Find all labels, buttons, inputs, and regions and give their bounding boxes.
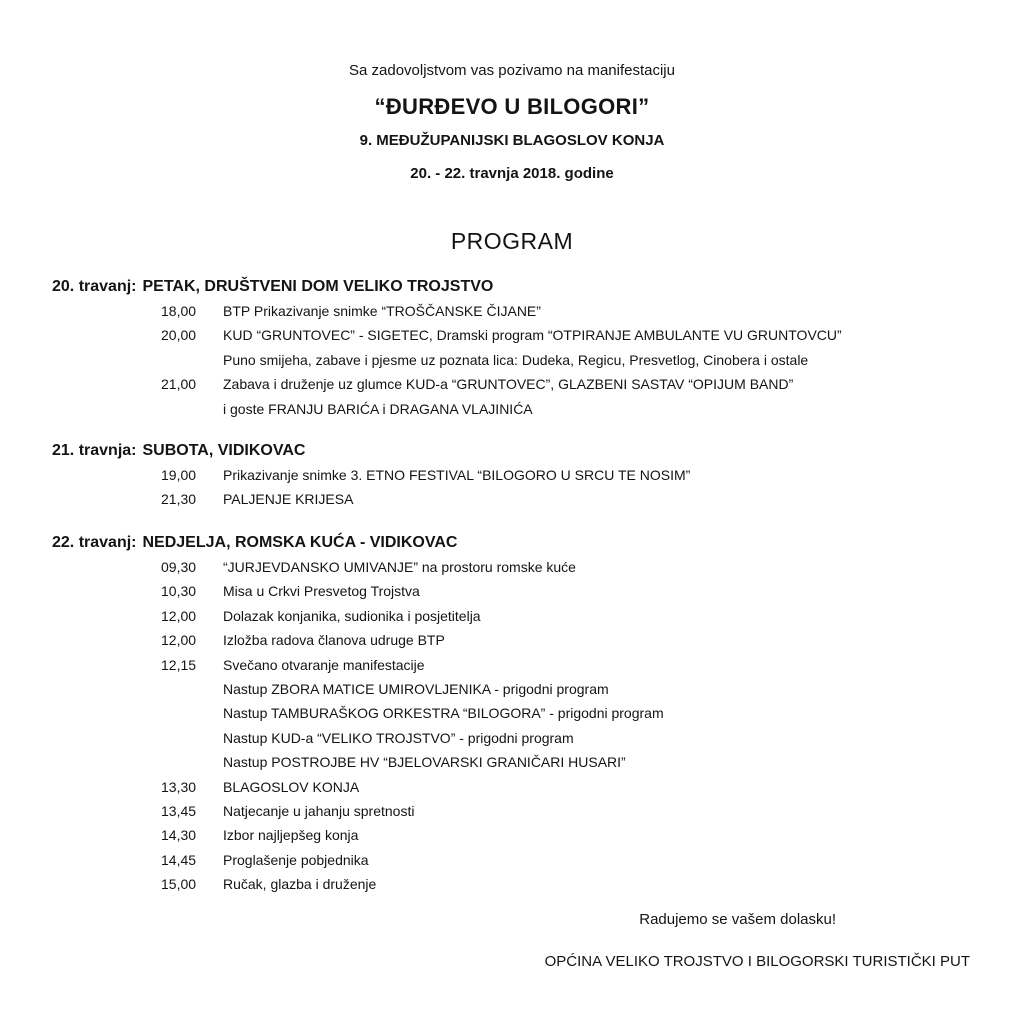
entry-time: 15,00: [161, 876, 197, 893]
entry-continuation: Puno smijeha, zabave i pjesme uz poznata lica: Dudeka, Regicu, Presvetlog, Cinobera i ostale: [223, 351, 809, 368]
schedule-entry: [52, 701, 1002, 725]
entry-time: 12,00: [161, 632, 197, 649]
schedule-entry: [52, 487, 1002, 511]
event-dates: 20. - 22. travnja 2018. godine: [410, 165, 614, 182]
entry-text: KUD “GRUNTOVEC” - SIGETEC, Dramski program “OTPIRANJE AMBULANTE VU GRUNTOVCU”: [223, 327, 842, 344]
entry-text: “JURJEVDANSKO UMIVANJE” na prostoru romske kuće: [223, 559, 576, 575]
entry-text: Zabava i druženje uz glumce KUD-a “GRUNTOVEC”, GLAZBENI SASTAV “OPIJUM BAND”: [223, 376, 794, 393]
schedule-entry: [52, 750, 1002, 774]
entry-text: Izložba radova članova udruge BTP: [223, 632, 445, 649]
entry-text: Nastup POSTROJBE HV “BJELOVARSKI GRANIČARI HUSARI”: [223, 754, 626, 771]
day-heading: [52, 439, 1002, 463]
entry-text: Izbor najljepšeg konja: [223, 827, 359, 844]
entry-time: 10,30: [161, 583, 197, 600]
organizers: OPĆINA VELIKO TROJSTVO I BILOGORSKI TURISTIČKI PUT: [544, 953, 970, 970]
entry-text: Dolazak konjanika, sudionika i posjetitelja: [223, 607, 481, 624]
day-place: PETAK, DRUŠTVENI DOM VELIKO TROJSTVO: [142, 278, 494, 295]
entry-time: 12,15: [161, 656, 197, 673]
entry-time: 13,30: [161, 778, 197, 795]
entry-text: Prikazivanje snimke 3. ETNO FESTIVAL “BILOGORO U SRCU TE NOSIM”: [223, 467, 691, 483]
entry-text: PALJENJE KRIJESA: [223, 491, 354, 508]
day-heading: [52, 531, 1002, 555]
entry-time: 12,00: [161, 607, 197, 624]
schedule-entry: [52, 726, 1002, 750]
entry-text: Nastup ZBORA MATICE UMIROVLJENIKA - prigodni program: [223, 681, 609, 698]
entry-time: 14,45: [161, 851, 197, 868]
entry-time: 09,30: [161, 559, 197, 575]
entry-text: Svečano otvaranje manifestacije: [223, 656, 425, 673]
entry-time: 19,00: [161, 467, 197, 483]
schedule-entry: [52, 463, 1002, 487]
entry-time: 18,00: [161, 303, 197, 319]
entry-text: BTP Prikazivanje snimke “TROŠČANSKE ČIJANE”: [223, 303, 541, 319]
day-date: 20. travanj:: [52, 278, 137, 295]
entry-time: 20,00: [161, 327, 197, 344]
entry-text: Ručak, glazba i druženje: [223, 876, 377, 893]
schedule-entry: [52, 653, 1002, 677]
schedule-entry: [52, 372, 1002, 421]
day-date: 22. travanj:: [52, 534, 137, 551]
entry-text: Nastup TAMBURAŠKOG ORKESTRA “BILOGORA” - prigodni program: [223, 705, 664, 722]
schedule-entry: [52, 872, 1002, 896]
schedule-entry: [52, 604, 1002, 628]
entry-time: 13,45: [161, 803, 197, 820]
schedule-entry: [52, 823, 1002, 847]
welcome-note: Radujemo se vašem dolasku!: [639, 911, 836, 928]
schedule-entry: [52, 848, 1002, 872]
schedule-entry: [52, 555, 1002, 579]
program-heading: PROGRAM: [450, 228, 574, 254]
day-section: [52, 439, 1002, 512]
entry-time: 14,30: [161, 827, 197, 844]
entry-continuation: i goste FRANJU BARIĆA i DRAGANA VLAJINIĆA: [223, 400, 533, 417]
day-place: NEDJELJA, ROMSKA KUĆA - VIDIKOVAC: [142, 534, 458, 551]
entry-time: 21,00: [161, 376, 197, 393]
event-subtitle: 9. MEĐUŽUPANIJSKI BLAGOSLOV KONJA: [359, 132, 665, 149]
schedule-entry: [52, 579, 1002, 603]
entry-text: Nastup KUD-a “VELIKO TROJSTVO” - prigodni program: [223, 729, 574, 746]
day-date: 21. travnja:: [52, 442, 137, 459]
schedule-entry: [52, 299, 1002, 323]
schedule-entry: [52, 677, 1002, 701]
day-section: [52, 275, 1002, 421]
schedule-entry: [52, 775, 1002, 799]
entry-text: BLAGOSLOV KONJA: [223, 778, 360, 795]
day-section: [52, 531, 1002, 897]
invitation-intro: Sa zadovoljstvom vas pozivamo na manifestaciju: [349, 62, 675, 79]
entry-time: 21,30: [161, 491, 197, 508]
entry-text: Misa u Crkvi Presvetog Trojstva: [223, 583, 420, 600]
schedule-entry: [52, 323, 1002, 372]
schedule-entry: [52, 799, 1002, 823]
day-place: SUBOTA, VIDIKOVAC: [142, 442, 306, 459]
schedule-entry: [52, 628, 1002, 652]
entry-text: Proglašenje pobjednika: [223, 851, 369, 868]
day-heading: [52, 275, 1002, 299]
entry-text: Natjecanje u jahanju spretnosti: [223, 803, 415, 820]
event-title: “ĐURĐEVO U BILOGORI”: [374, 94, 650, 119]
